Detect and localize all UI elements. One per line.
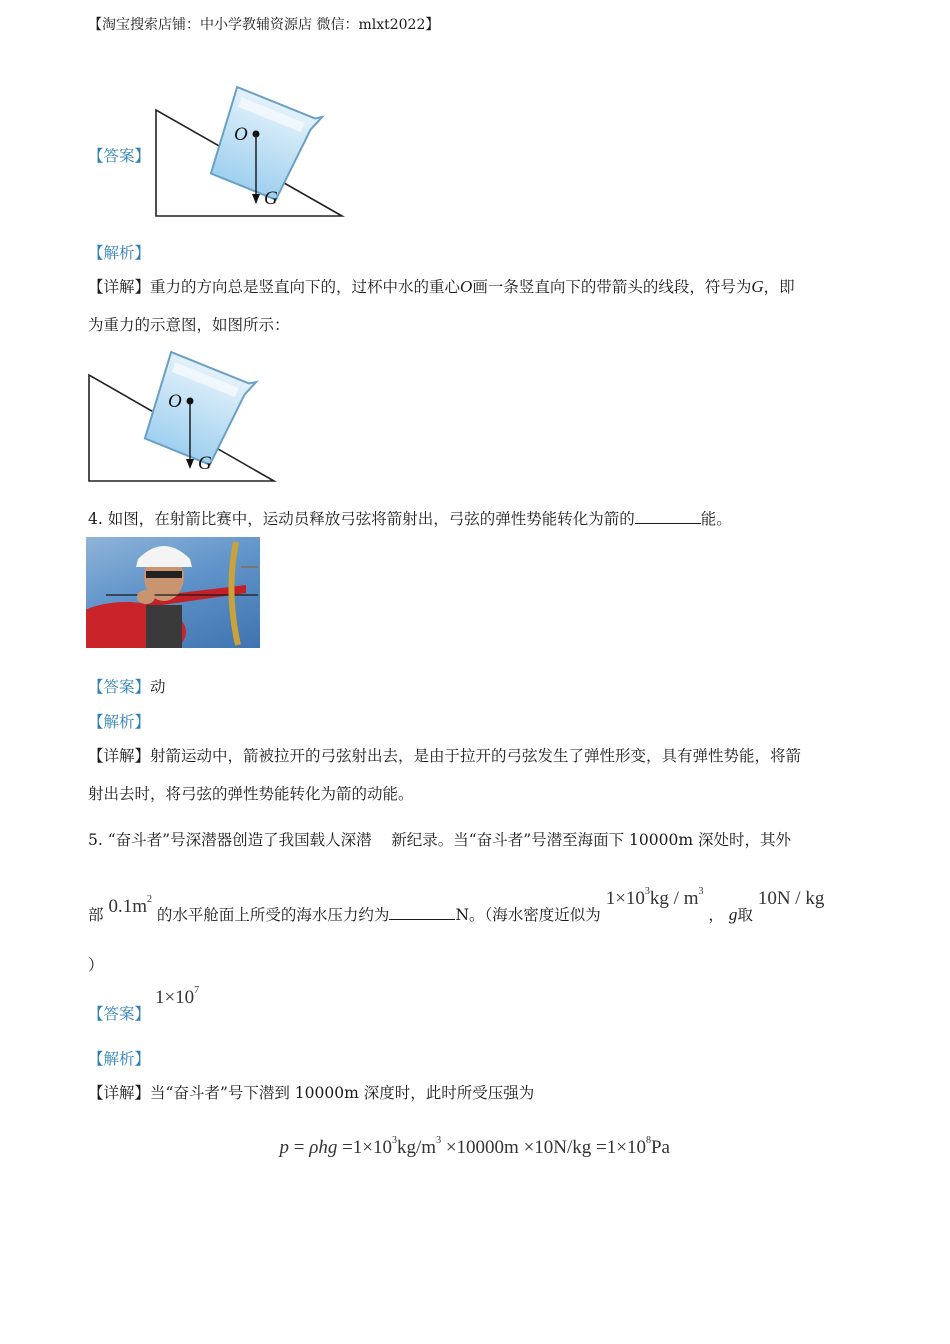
q3-detail-line1: 【详解】重力的方向总是竖直向下的，过杯中水的重心O画一条竖直向下的带箭头的线段，符号为G，即 [88, 277, 795, 296]
pressure-formula: $p = \rho hg =1\times 10^3kg/m^3 \times 10000m \times 10N/kg =1\times 10^8Pa$ [279, 1135, 670, 1158]
gravity-figure-answer [150, 78, 350, 220]
q4-answer-value: 动 [150, 678, 166, 696]
q5-question-line2: 部 $0.1m^2$ 的水平舱面上所受的海水压力约为 N。（海水密度近似为 $1\times 10^3kg / m^3$ ， g取 10N / kg [88, 886, 825, 924]
detail-label: 【详解】 [88, 747, 151, 765]
point-o-label: O [168, 391, 182, 412]
detail-label: 【详解】 [88, 1084, 151, 1102]
answer-blank [635, 509, 701, 524]
gravity-figure-detail [84, 343, 284, 485]
q5-answer-value: $1\times 10^7$ [154, 985, 200, 1008]
answer-label: 【答案】 [88, 147, 151, 165]
analysis-label: 【解析】 [88, 713, 151, 731]
q5-question-line1: 5. “奋斗者”号深潜器创造了我国载人深潜 新纪录。当“奋斗者”号潜至海面下 10000m 深处时，其外 [88, 831, 791, 849]
q4-detail-line2: 射出去时，将弓弦的弹性势能转化为箭的动能。 [88, 785, 414, 803]
g-value: 10N / kg [757, 888, 825, 909]
detail-label: 【详解】 [88, 278, 151, 296]
q4-detail-line1: 【详解】射箭运动中，箭被拉开的弓弦射出去，是由于拉开的弓弦发生了弹性形变，具有弹性势能，将箭 [88, 747, 802, 765]
gravity-g-label: G [264, 188, 278, 209]
area-value: 0.1m [108, 896, 147, 917]
answer-label: 【答案】 [88, 678, 151, 696]
density-value: $1\times 10^3kg / m^3$ [605, 886, 704, 909]
answer-blank [389, 905, 455, 920]
q5-answer [88, 985, 199, 1025]
point-o-label: O [234, 124, 248, 145]
q5-detail: 【详解】当“奋斗者”号下潜到 10000m 深度时，此时所受压强为 [88, 1084, 535, 1102]
page-header: 【淘宝搜索店铺：中小学教辅资源店 微信：mlxt2022】 [88, 17, 440, 33]
analysis-label: 【解析】 [88, 244, 151, 262]
q4-question: 4. 如图，在射箭比赛中，运动员释放弓弦将箭射出，弓弦的弹性势能转化为箭的 能。 [88, 510, 732, 528]
archery-photo [86, 537, 260, 648]
q3-detail-line2: 为重力的示意图，如图所示： [88, 316, 290, 334]
answer-label: 【答案】 [88, 1005, 151, 1023]
q4-answer [88, 675, 166, 697]
q5-question-line3: ） [88, 956, 104, 974]
gravity-g-label: G [198, 453, 212, 474]
analysis-label: 【解析】 [88, 1050, 151, 1068]
